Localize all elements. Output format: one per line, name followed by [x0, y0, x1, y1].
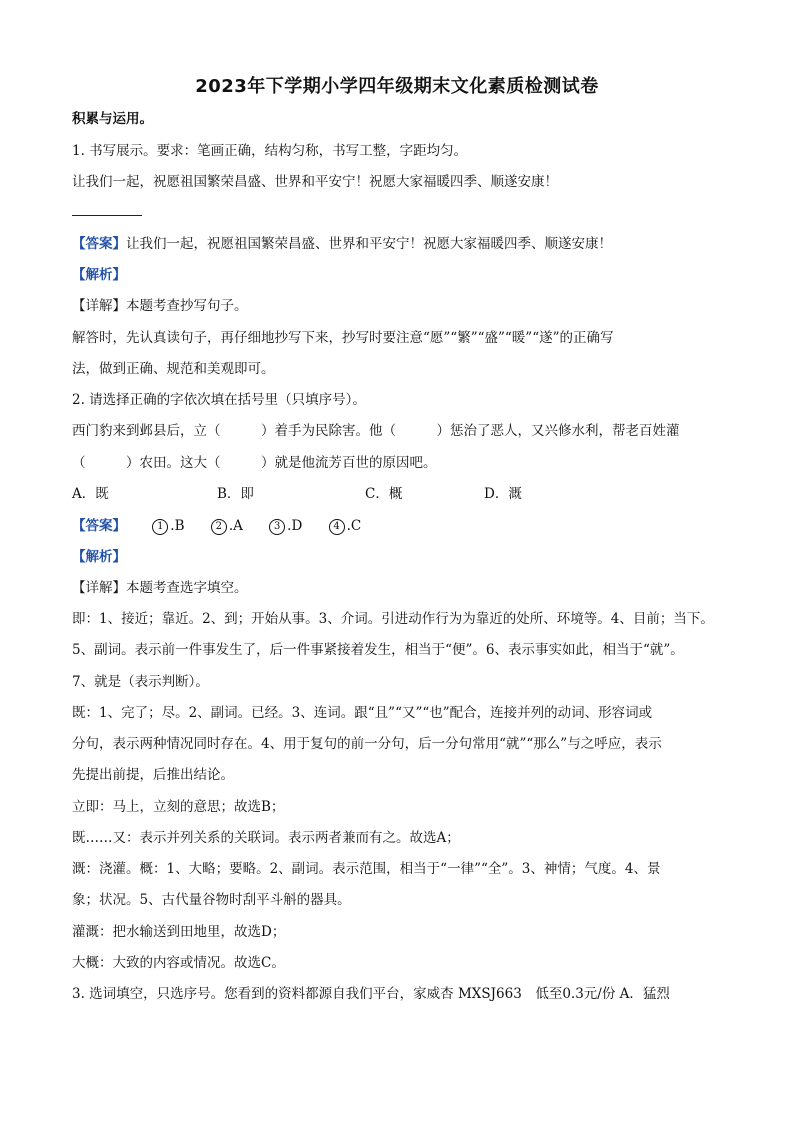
detail-tag: 【详解】 — [72, 298, 126, 314]
q3-stem: 3. 选词填空，只选序号。您看到的资料都源自我们平台，家威杏 MXSJ663 低至0.3元/份 A．猛烈 — [72, 986, 670, 1002]
explanation-line: 即：1、接近；靠近。2、到；开始从事。3、介词。引进动作行为为靠近的处所、环境等。4、目前；当下。 — [72, 611, 714, 627]
explanation-line: 灌溉：把水输送到田地里，故选D； — [72, 924, 286, 940]
explanation-line: 分句，表示两种情况同时存在。4、用于复句的前一分句，后一分句常用“就”“那么”与之呼应，表示 — [72, 736, 662, 752]
answer-value: .B — [170, 518, 185, 534]
circled-number: 2 — [211, 519, 227, 535]
explanation-line: 象；状况。5、古代量谷物时刮平斗斛的器具。 — [72, 892, 351, 908]
detail-tag: 【详解】 — [72, 580, 126, 596]
answer-tag: 【答案】 — [72, 518, 126, 534]
answer-text: 让我们一起，祝愿祖国繁荣昌盛、世界和平安宁！祝愿大家福暖四季、顺遂安康！ — [126, 236, 612, 252]
q1-detail — [72, 297, 248, 315]
detail-text: 本题考查选字填空。 — [126, 580, 248, 596]
analysis-tag: 【解析】 — [72, 549, 126, 565]
explanation-line: 大概：大致的内容或情况。故选C。 — [72, 955, 285, 971]
answer-value: .C — [346, 518, 362, 534]
q2-passage-2: （ ）农田。这大（ ）就是他流芳百世的原因吧。 — [72, 455, 437, 471]
q2-answer — [72, 517, 361, 535]
answer-value: .D — [287, 518, 303, 534]
answer-item — [211, 517, 243, 535]
q1-stem: 1. 书写展示。要求：笔画正确，结构匀称，书写工整，字距均匀。 — [72, 143, 468, 159]
answer-item — [329, 517, 362, 535]
explanation-line: 5、副词。表示前一件事发生了，后一件事紧接着发生，相当于“便”。6、表示事实如此，相当于“就”。 — [72, 642, 684, 658]
explanation-line: 既：1、完了；尽。2、副词。已经。3、连词。跟“且”“又”“也”配合，连接并列的动词、形容词或 — [72, 705, 653, 721]
explanation-line: 立即：马上，立刻的意思；故选B； — [72, 799, 285, 815]
explanation-line: 溉：浇灌。概：1、大略；要略。2、副词。表示范围，相当于“一律”“全”。3、神情；气度。4、景 — [72, 861, 661, 877]
q2-passage-1: 西门豹来到邺县后，立（ ）着手为民除害。他（ ）惩治了恶人，又兴修水利，帮老百姓灌 — [72, 423, 680, 439]
option-a: A．既 — [72, 486, 109, 502]
explanation-line: 7、就是（表示判断）。 — [72, 674, 209, 690]
option-c: C．概 — [365, 486, 403, 502]
q1-sentence: 让我们一起，祝愿祖国繁荣昌盛、世界和平安宁！祝愿大家福暖四季、顺遂安康！ — [72, 174, 558, 190]
page-title: 2023年下学期小学四年级期末文化素质检测试卷 — [195, 76, 599, 97]
detail-text: 本题考查抄写句子。 — [126, 298, 248, 314]
explanation-line: 先提出前提，后推出结论。 — [72, 767, 234, 783]
q2-detail — [72, 579, 248, 597]
analysis-tag: 【解析】 — [72, 267, 126, 283]
option-b: B．即 — [217, 486, 254, 502]
answer-blank-line — [72, 215, 142, 216]
circled-number: 3 — [269, 519, 285, 535]
q2-stem: 2. 请选择正确的字依次填在括号里（只填序号）。 — [72, 392, 366, 408]
answer-item — [152, 517, 184, 535]
answer-tag: 【答案】 — [72, 236, 126, 252]
circled-number: 4 — [329, 519, 345, 535]
q1-para-2: 法，做到正确、规范和美观即可。 — [72, 361, 275, 377]
explanation-line: 既……又：表示并列关系的关联词。表示两者兼而有之。故选A； — [72, 830, 460, 846]
circled-number: 1 — [152, 519, 168, 535]
answer-item — [269, 517, 302, 535]
q1-para-1: 解答时，先认真读句子，再仔细地抄写下来，抄写时要注意“愿”“繁”“盛”“暖”“遂”的正确写 — [72, 330, 614, 346]
q1-answer — [72, 235, 612, 253]
answer-value: .A — [228, 518, 243, 534]
section-heading: 积累与运用。 — [72, 111, 153, 127]
option-d: D．溉 — [484, 486, 522, 502]
